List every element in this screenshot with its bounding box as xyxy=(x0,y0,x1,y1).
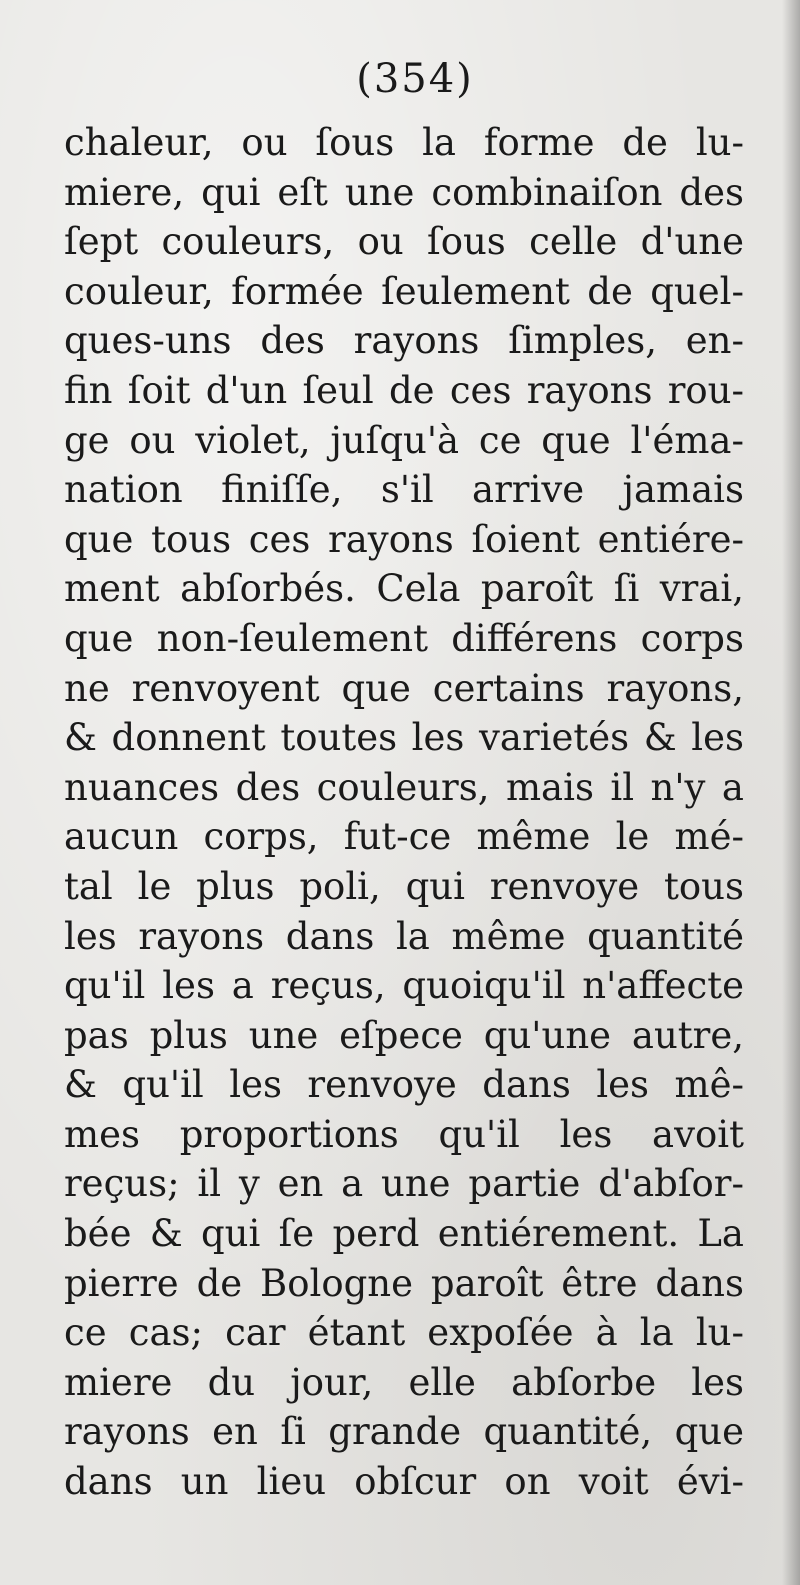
text-line: ment abſorbés. Cela paroît ſi vrai, xyxy=(64,567,744,611)
text-line: nuances des couleurs, mais il n'y a xyxy=(64,765,744,809)
text-line: mes proportions qu'il les avoit xyxy=(64,1112,744,1156)
text-line: les rayons dans la même quantité xyxy=(64,914,744,958)
body-text xyxy=(64,118,744,1507)
text-line: & qu'il les renvoye dans les mê- xyxy=(64,1063,744,1107)
text-line: ce cas; car étant expoſée à la lu- xyxy=(64,1311,744,1355)
text-line: ques-uns des rayons ſimples, en- xyxy=(64,319,744,363)
text-line: pierre de Bologne paroît être dans xyxy=(64,1261,744,1305)
text-line: nation finiſſe, s'il arrive jamais xyxy=(64,468,744,512)
text-line: dans un lieu obſcur on voit évi- xyxy=(64,1460,744,1504)
text-line: que non-ſeulement différens corps xyxy=(64,616,744,660)
text-line: rayons en ſi grande quantité, que xyxy=(64,1410,744,1454)
text-line: reçus; il y en a une partie d'abſor- xyxy=(64,1162,744,1206)
text-line: ſept couleurs, ou ſous celle d'une xyxy=(64,220,744,264)
text-line: chaleur, ou ſous la forme de lu- xyxy=(64,121,744,164)
text-line: bée & qui ſe perd entiérement. La xyxy=(64,1212,744,1256)
text-line: pas plus une eſpece qu'une autre, xyxy=(64,1013,744,1057)
text-line: aucun corps, fut-ce même le mé- xyxy=(64,815,744,859)
text-line: & donnent toutes les varietés & les xyxy=(64,716,744,760)
text-line: qu'il les a reçus, quoiqu'il n'affecte xyxy=(64,964,744,1008)
text-line: miere du jour, elle abſorbe les xyxy=(64,1360,744,1404)
text-line: ge ou violet, juſqu'à ce que l'éma- xyxy=(64,418,744,462)
text-line: que tous ces rayons ſoient entiére- xyxy=(64,517,744,561)
text-line: fin ſoit d'un ſeul de ces rayons rou- xyxy=(64,368,744,412)
text-line: couleur, formée ſeulement de quel- xyxy=(64,269,744,313)
text-line: ne renvoyent que certains rayons, xyxy=(64,666,744,710)
page-number: (354) xyxy=(356,56,474,102)
text-line: miere, qui eſt une combinaiſon des xyxy=(64,170,744,214)
text-line: tal le plus poli, qui renvoye tous xyxy=(64,864,744,908)
